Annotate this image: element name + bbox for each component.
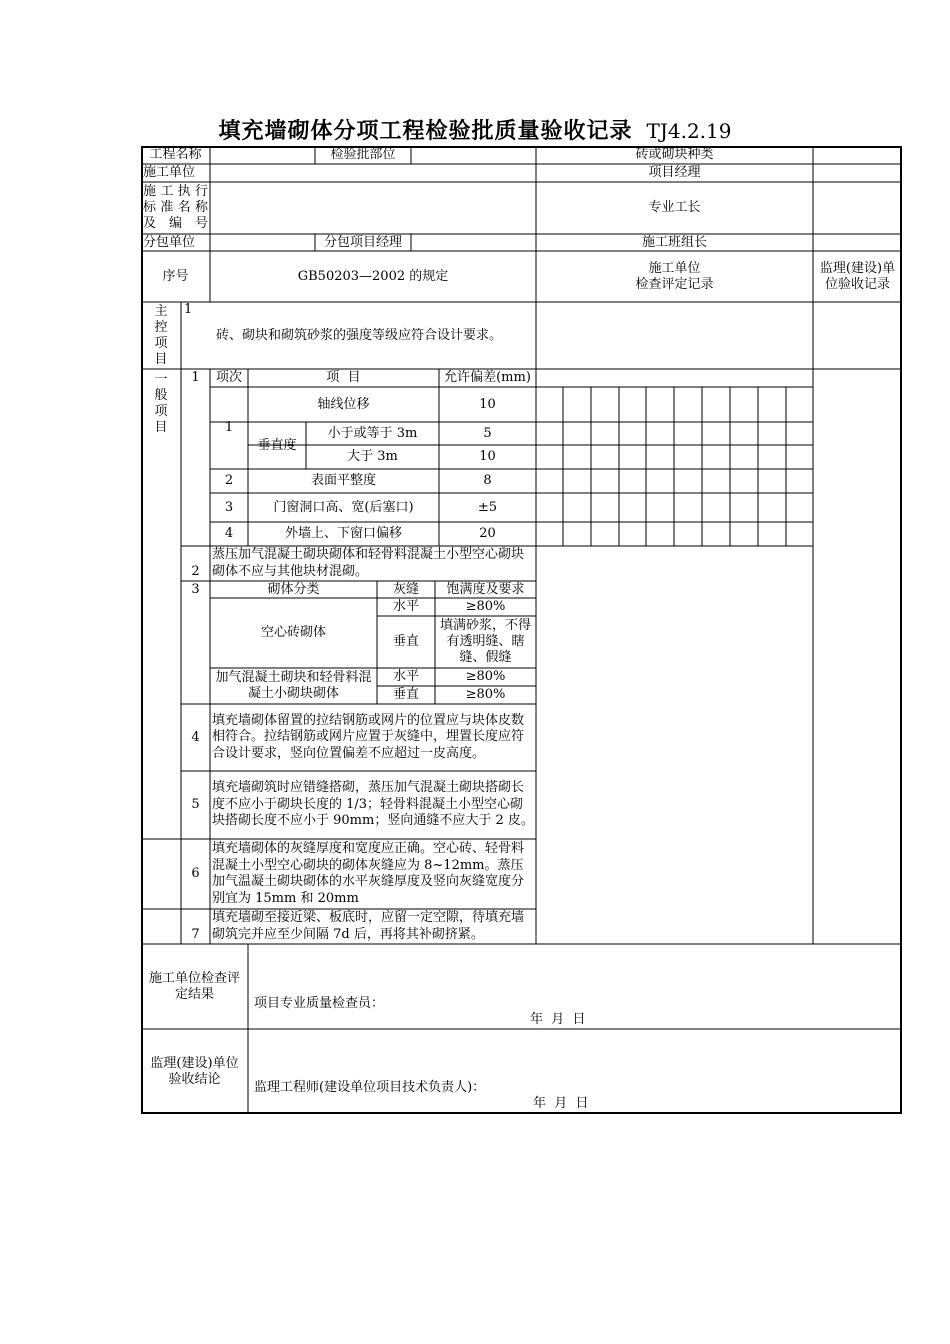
construction-result-area[interactable] [248,944,902,994]
foreman-value[interactable] [813,182,902,234]
item3-col-req: 饱满度及要求 [446,581,525,597]
label-project-name: 工程名称 [149,147,202,162]
label-inspection-lot: 检验批部位 [330,147,396,162]
team-leader-value[interactable] [813,234,902,251]
item1-col-item: 项 目 [326,370,361,385]
item1-row2-name: 小于或等于 3m [327,425,418,441]
item1-row2-dev: 5 [483,425,492,441]
item1-row3-dev: 10 [479,449,496,464]
item3-hollow-type: 空心砖砌体 [260,625,326,640]
item3-hollow-horizontal: 水平 [392,599,419,614]
construction-date: 年 月 日 [530,1012,586,1027]
col-seq: 序号 [162,268,189,284]
col-record: 施工单位 检查评定记录 [635,260,714,292]
general-record-area[interactable] [536,546,813,944]
title-main: 填充墙砌体分项工程检验批质量验收记录 [218,118,633,144]
item3-no: 3 [191,582,200,597]
project-name-value[interactable] [210,146,315,164]
item1-row1-dev: 10 [479,396,496,412]
col-spec: GB50203—2002 的规定 [297,268,449,284]
item1-row6-idx: 4 [224,526,234,541]
construction-result-label: 施工单位检查评定结果 [149,970,241,1002]
label-standard: 施 工 执 行 标 准 名 称 及编号 [143,184,208,231]
form-code: TJ4.2.19 [646,119,732,143]
item1-row3-name: 大于 3m [347,449,398,464]
item1-col-dev: 允许偏差(mm) [444,370,531,385]
item3-aerated-horizontal: 水平 [392,669,419,684]
item7-text: 填充墙砌至接近梁、板底时，应留一定空隙，待填充墙砌筑完并应至少间隔 7d 后，再将其补砌挤紧。 [212,910,525,942]
engineer-label: 监理工程师(建设单位项目技术负责人)： [254,1080,486,1095]
form-title [0,114,950,145]
item5-text: 填充墙砌筑时应错缝搭砌，蒸压加气混凝土砌块搭砌长度不应小于砌块长度的 1/3；轻骨料混凝土小型空心砌块搭砌长度不应小于 90mm；竖向通缝不应大于 2 皮。 [212,780,534,829]
label-team-leader: 施工班组长 [641,234,707,250]
item3-hollow-vertical: 垂直 [392,634,419,649]
item1-col-idx: 项次 [215,370,242,385]
subcontractor-value[interactable] [210,234,315,251]
item1-row5-dev: ±5 [477,499,498,515]
label-project-manager: 项目经理 [648,165,701,180]
item3-hollow-vertical-req: 填满砂浆，不得有透明缝、瞎缝、假缝 [439,618,531,665]
item3-col-type: 砌体分类 [267,581,320,597]
standard-value[interactable] [210,182,536,234]
item3-aerated-vertical: 垂直 [392,687,419,702]
item1-vertical-group: 垂直度 [257,437,297,453]
item6-no: 6 [191,866,200,881]
general-supervision-area[interactable] [813,369,902,944]
item1-row4-dev: 8 [483,473,492,488]
brick-type-value[interactable] [813,146,902,164]
project-manager-value[interactable] [813,164,902,182]
label-sub-manager: 分包项目经理 [323,234,402,250]
item4-no: 4 [191,729,200,745]
inspection-form [141,146,902,1114]
supervision-result-label: 监理(建设)单位验收结论 [150,1055,239,1087]
item3-hollow-horizontal-req: ≥80% [465,599,506,614]
label-construction-unit: 施工单位 [143,165,196,180]
sub-manager-value[interactable] [411,234,536,251]
construction-unit-value[interactable] [210,164,536,182]
item2-text: 蒸压加气混凝土砌块砌体和轻骨料混凝土小型空心砌块砌体不应与其他块材混砌。 [212,547,525,579]
item2-no: 2 [191,564,200,579]
main-control-no: 1 [184,302,193,317]
general-label: 一般项目 [154,372,168,435]
item1-row4-idx: 2 [224,473,234,488]
main-control-supervision[interactable] [813,302,902,369]
item1-row4-name: 表面平整度 [310,473,376,488]
label-brick-type: 砖或砌块种类 [635,147,714,162]
item3-col-joint: 灰缝 [392,581,419,597]
inspection-lot-value[interactable] [411,146,536,164]
supervision-date: 年 月 日 [533,1096,589,1111]
item6-text: 填充墙砌体的灰缝厚度和宽度应正确。空心砖、轻骨料混凝土小型空心砌块的砌体灰缝应为 8~12mm。蒸压加气温凝土砌块砌体的水平灰缝厚度及竖向灰缝宽度分别宜为 15mm 和 20mm [212,841,525,906]
item1-row6-name: 外墙上、下窗口偏移 [284,526,402,541]
supervision-result-area[interactable] [248,1029,902,1079]
item1-row1-idx: 1 [224,420,234,435]
main-control-text: 砖、砌块和砌筑砂浆的强度等级应符合设计要求。 [216,327,503,343]
item5-no: 5 [191,797,200,812]
item1-row1-name: 轴线位移 [317,396,370,412]
item3-aerated-horizontal-req: ≥80% [465,669,506,684]
col-supervision: 监理(建设)单位验收记录 [819,260,896,292]
item3-aerated-vertical-req: ≥80% [465,687,506,702]
item7-no: 7 [191,927,200,942]
main-control-record[interactable] [536,302,813,369]
inspector-label: 项目专业质量检查员： [254,996,385,1011]
item1-row5-name: 门窗洞口高、宽(后塞口) [273,499,414,515]
main-control-label: 主控项目 [154,303,168,367]
label-subcontractor: 分包单位 [143,234,196,250]
item3-aerated-type: 加气混凝土砌块和轻骨料混凝土小砌块砌体 [215,670,372,701]
item4-text: 填充墙砌体留置的拉结钢筋或网片的位置应与块体皮数相符合。拉结钢筋或网片应置于灰缝中，埋置长度应符合设计要求，竖向位置偏差不应超过一皮高度。 [212,712,525,761]
item1-row6-dev: 20 [479,526,496,541]
label-foreman: 专业工长 [648,200,701,215]
item1-row5-idx: 3 [224,499,234,515]
item1-no: 1 [191,370,200,385]
